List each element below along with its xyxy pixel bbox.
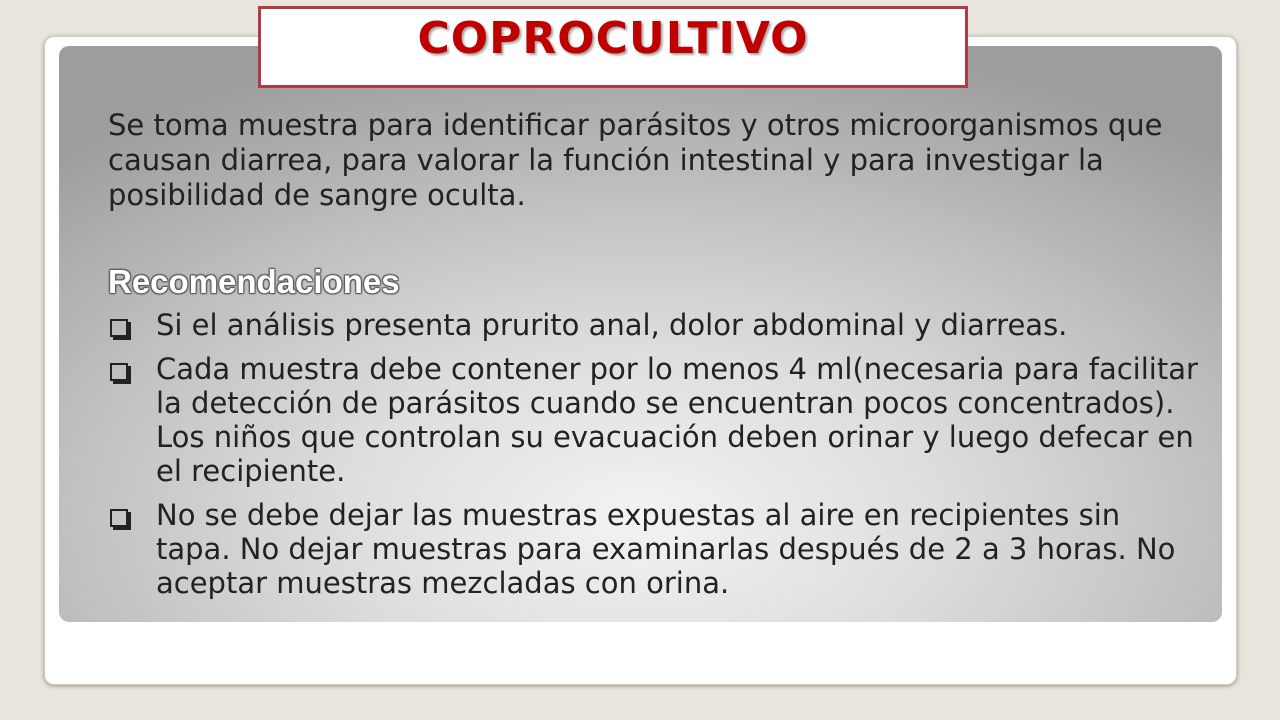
list-item-text: No se debe dejar las muestras expuestas al aire en recipientes sin tapa. No dejar muestras para examinarlas después de 2 a 3 horas. No aceptar muestras mezcladas con orina. (156, 498, 1176, 600)
intro-paragraph: Se toma muestra para identificar parásitos y otros microorganismos que causan diarrea, para valorar la función intestinal y para investigar la posibilidad de sangre oculta. (108, 108, 1163, 212)
square-bullet-icon (110, 319, 128, 337)
list-item (108, 352, 1198, 488)
slide-title: COPROCULTIVO (417, 13, 809, 64)
list-item-text: Cada muestra debe contener por lo menos 4 ml(necesaria para facilitar la detección de parásitos cuando se encuentran pocos concentrados). Los niños que controlan su evacuación deben orinar y luego defecar en el recipiente. (156, 352, 1198, 488)
list-item (108, 498, 1198, 600)
list-item (108, 308, 1198, 342)
title-box (258, 6, 968, 88)
square-bullet-icon (110, 509, 128, 527)
square-bullet-icon (110, 363, 128, 381)
list-item-text: Si el análisis presenta prurito anal, dolor abdominal y diarreas. (156, 308, 1068, 342)
recommendations-list (108, 308, 1198, 610)
recommendations-heading: Recomendaciones (108, 263, 400, 300)
